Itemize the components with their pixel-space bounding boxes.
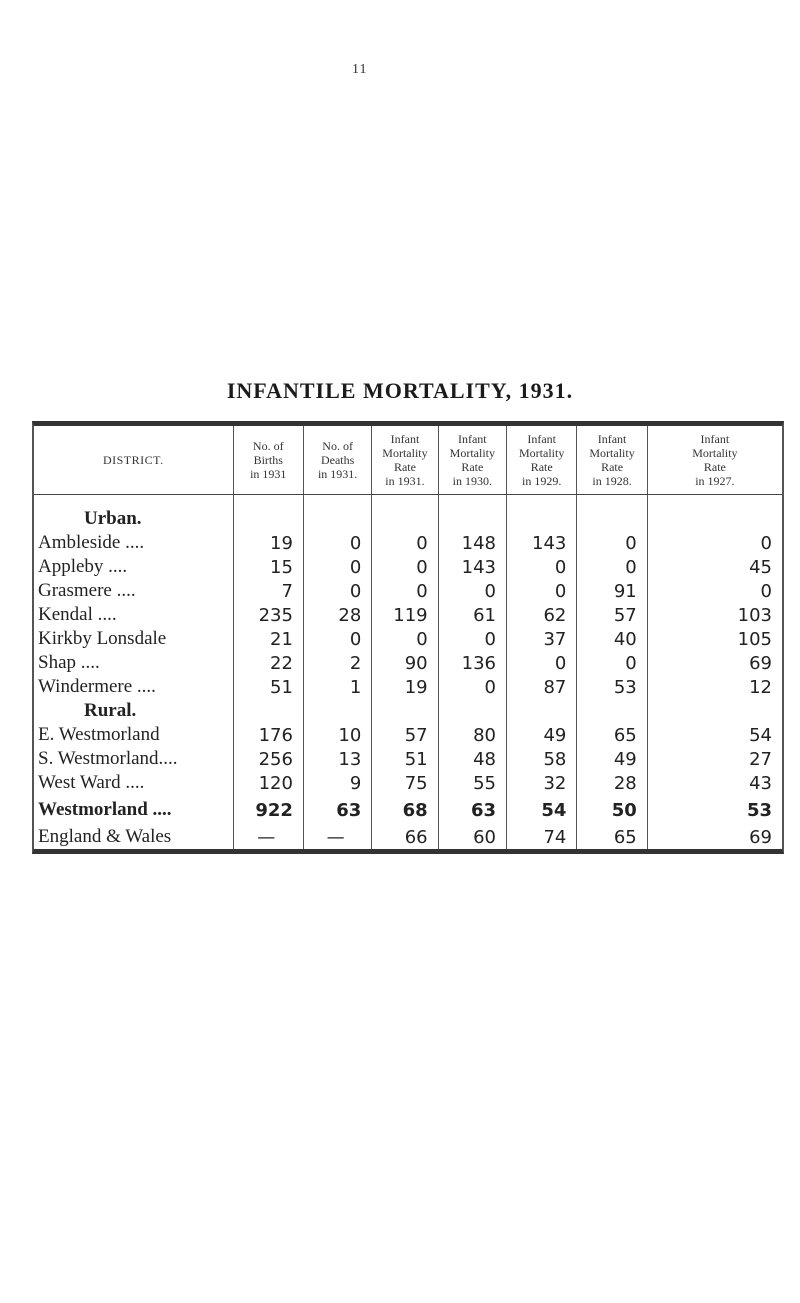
table-cell: 0: [577, 555, 647, 579]
table-cell: 69: [749, 652, 772, 674]
header-line: Mortality: [519, 446, 565, 460]
header-line: Rate: [530, 460, 553, 474]
section-label: Urban.: [34, 507, 233, 531]
table-cell: 136: [438, 651, 506, 675]
table-cell: 66: [372, 825, 438, 849]
header-line: in 1931.: [385, 474, 425, 488]
empty-cell: [438, 507, 506, 531]
header-col-3: [372, 426, 438, 495]
table-cell: 0: [507, 651, 577, 675]
empty-cell: [647, 699, 782, 723]
district-name: S. Westmorland....: [34, 747, 233, 771]
header-line: No. of: [322, 439, 353, 453]
table-cell: 53: [746, 799, 772, 821]
table-cell: 235: [233, 603, 303, 627]
table-cell: 0: [760, 580, 772, 602]
table-cell: 49: [577, 747, 647, 771]
table-cell: 10: [303, 723, 371, 747]
table-cell: 19: [233, 531, 303, 555]
empty-cell: [438, 699, 506, 723]
district-name: Grasmere ....: [34, 579, 233, 603]
empty-cell: [577, 699, 647, 723]
table-cell: 75: [372, 771, 438, 795]
district-name: West Ward ....: [34, 771, 233, 795]
table-row: [34, 603, 782, 627]
header-line: Mortality: [589, 446, 635, 460]
empty-cell: [577, 507, 647, 531]
table-cell: 28: [577, 771, 647, 795]
table-cell: 19: [372, 675, 438, 699]
table-row: [34, 555, 782, 579]
table-cell: 60: [438, 825, 506, 849]
empty-cell: [507, 699, 577, 723]
district-name: Kirkby Lonsdale: [34, 627, 233, 651]
header-line: Rate: [461, 460, 484, 474]
header-col-5: [507, 426, 577, 495]
table-row: [34, 531, 782, 555]
table-cell: 103: [737, 604, 772, 626]
header-line: Mortality: [382, 446, 428, 460]
header-col-1: [233, 426, 303, 495]
table-cell: 57: [577, 603, 647, 627]
spacer-cell: [507, 495, 577, 508]
table-cell: 22: [233, 651, 303, 675]
table-cell: 0: [507, 579, 577, 603]
spacer-cell: [303, 495, 371, 508]
table-cell: 54: [749, 724, 772, 746]
table-cell: 28: [303, 603, 371, 627]
table-cell: 0: [303, 555, 371, 579]
table-cell: 65: [577, 825, 647, 849]
table-cell: 13: [303, 747, 371, 771]
table-cell: 0: [438, 675, 506, 699]
table-row: [34, 723, 782, 747]
header-line: Mortality: [692, 446, 738, 460]
table-row: [34, 747, 782, 771]
table-cell: 0: [438, 579, 506, 603]
table-cell: 0: [507, 555, 577, 579]
header-line: Rate: [703, 460, 726, 474]
district-name: Appleby ....: [34, 555, 233, 579]
table-cell: 120: [233, 771, 303, 795]
header-col-4: [438, 426, 506, 495]
empty-cell: [507, 507, 577, 531]
table-cell: 87: [507, 675, 577, 699]
table-cell: 48: [438, 747, 506, 771]
table-header-row: [34, 426, 782, 495]
table-cell: 51: [233, 675, 303, 699]
header-col-2: [303, 426, 371, 495]
table-cell: 0: [303, 579, 371, 603]
table-cell: 0: [372, 579, 438, 603]
empty-cell: [647, 507, 782, 531]
header-line: DISTRICT.: [102, 453, 164, 467]
table-cell: 65: [577, 723, 647, 747]
empty-cell: [303, 507, 371, 531]
section-rural: [34, 699, 782, 723]
empty-cell: [372, 507, 438, 531]
table-cell: 9: [303, 771, 371, 795]
table-cell: 74: [507, 825, 577, 849]
header-line: Deaths: [320, 453, 355, 467]
table-cell: 80: [438, 723, 506, 747]
district-name: Kendal ....: [34, 603, 233, 627]
table-cell: 148: [438, 531, 506, 555]
table-row: [34, 627, 782, 651]
spacer-cell: [577, 495, 647, 508]
table-row: [34, 825, 782, 849]
table-body: [34, 495, 782, 850]
table-cell: 0: [577, 531, 647, 555]
district-name: Westmorland ....: [34, 795, 233, 825]
header-line: Rate: [393, 460, 416, 474]
table-cell: 49: [507, 723, 577, 747]
empty-cell: [303, 699, 371, 723]
empty-cell: [372, 699, 438, 723]
district-name: Windermere ....: [34, 675, 233, 699]
table-cell: 143: [438, 555, 506, 579]
table-cell: 176: [233, 723, 303, 747]
header-line: Infant: [390, 432, 420, 446]
table-cell: 0: [760, 532, 772, 554]
table-cell: 143: [507, 531, 577, 555]
table-cell: 0: [372, 555, 438, 579]
table-cell: 55: [438, 771, 506, 795]
table-cell: 119: [372, 603, 438, 627]
mortality-table: [32, 421, 784, 854]
spacer-row: [34, 495, 782, 508]
header-line: in 1927.: [695, 474, 735, 488]
table-cell: 57: [372, 723, 438, 747]
header-line: in 1931.: [317, 467, 358, 481]
table-row: [34, 771, 782, 795]
table-cell: 0: [577, 651, 647, 675]
table-cell: —: [303, 825, 371, 849]
section-urban: [34, 507, 782, 531]
table-cell: 50: [577, 795, 647, 825]
table-row: [34, 651, 782, 675]
table-cell: 1: [303, 675, 371, 699]
district-name: E. Westmorland: [34, 723, 233, 747]
header-line: in 1931: [250, 467, 287, 481]
table-row: [34, 675, 782, 699]
district-name: Shap ....: [34, 651, 233, 675]
header-line: in 1930.: [452, 474, 492, 488]
table-cell: 0: [303, 627, 371, 651]
district-name: England & Wales: [34, 825, 233, 849]
spacer-cell: [438, 495, 506, 508]
table-cell: 12: [749, 676, 772, 698]
table-cell: 2: [303, 651, 371, 675]
spacer-cell: [34, 495, 233, 508]
header-col-7: [647, 426, 782, 495]
page-number: 11: [352, 62, 368, 77]
table-cell: 62: [507, 603, 577, 627]
header-line: in 1928.: [592, 474, 632, 488]
table-cell: 63: [438, 795, 506, 825]
table-cell: 54: [507, 795, 577, 825]
header-district: [34, 426, 233, 495]
page-title: INFANTILE MORTALITY, 1931.: [226, 378, 574, 403]
header-col-6: [577, 426, 647, 495]
table-cell: 27: [749, 748, 772, 770]
table-row: [34, 579, 782, 603]
header-line: Rate: [601, 460, 624, 474]
header-line: Infant: [457, 432, 487, 446]
table-cell: 90: [372, 651, 438, 675]
table-cell: 0: [372, 627, 438, 651]
header-line: Infant: [527, 432, 557, 446]
table-cell: 91: [577, 579, 647, 603]
header-line: Mortality: [449, 446, 495, 460]
spacer-cell: [233, 495, 303, 508]
header-line: No. of: [252, 439, 284, 453]
table-cell: —: [233, 825, 303, 849]
district-name: Ambleside ....: [34, 531, 233, 555]
table-cell: 0: [438, 627, 506, 651]
header-line: Infant: [597, 432, 627, 446]
table-cell: 7: [233, 579, 303, 603]
header-line: Births: [253, 453, 283, 467]
table-cell: 63: [303, 795, 371, 825]
table-cell: 58: [507, 747, 577, 771]
table-cell: 45: [749, 556, 772, 578]
table-cell: 68: [372, 795, 438, 825]
spacer-cell: [372, 495, 438, 508]
empty-cell: [233, 699, 303, 723]
table-cell: 40: [577, 627, 647, 651]
spacer-cell: [647, 495, 782, 508]
section-label: Rural.: [34, 699, 233, 723]
header-line: in 1929.: [522, 474, 562, 488]
table-cell: 69: [749, 826, 772, 848]
empty-cell: [233, 507, 303, 531]
table-cell: 0: [372, 531, 438, 555]
table-cell: 61: [438, 603, 506, 627]
table-cell: 21: [233, 627, 303, 651]
table-cell: 256: [233, 747, 303, 771]
header-line: Infant: [700, 432, 730, 446]
table-cell: 922: [233, 795, 303, 825]
table-cell: 43: [749, 772, 772, 794]
table-cell: 32: [507, 771, 577, 795]
table-cell: 15: [233, 555, 303, 579]
table-cell: 37: [507, 627, 577, 651]
table-cell: 53: [577, 675, 647, 699]
table-cell: 105: [737, 628, 772, 650]
table-cell: 51: [372, 747, 438, 771]
table-row: [34, 795, 782, 825]
table-cell: 0: [303, 531, 371, 555]
